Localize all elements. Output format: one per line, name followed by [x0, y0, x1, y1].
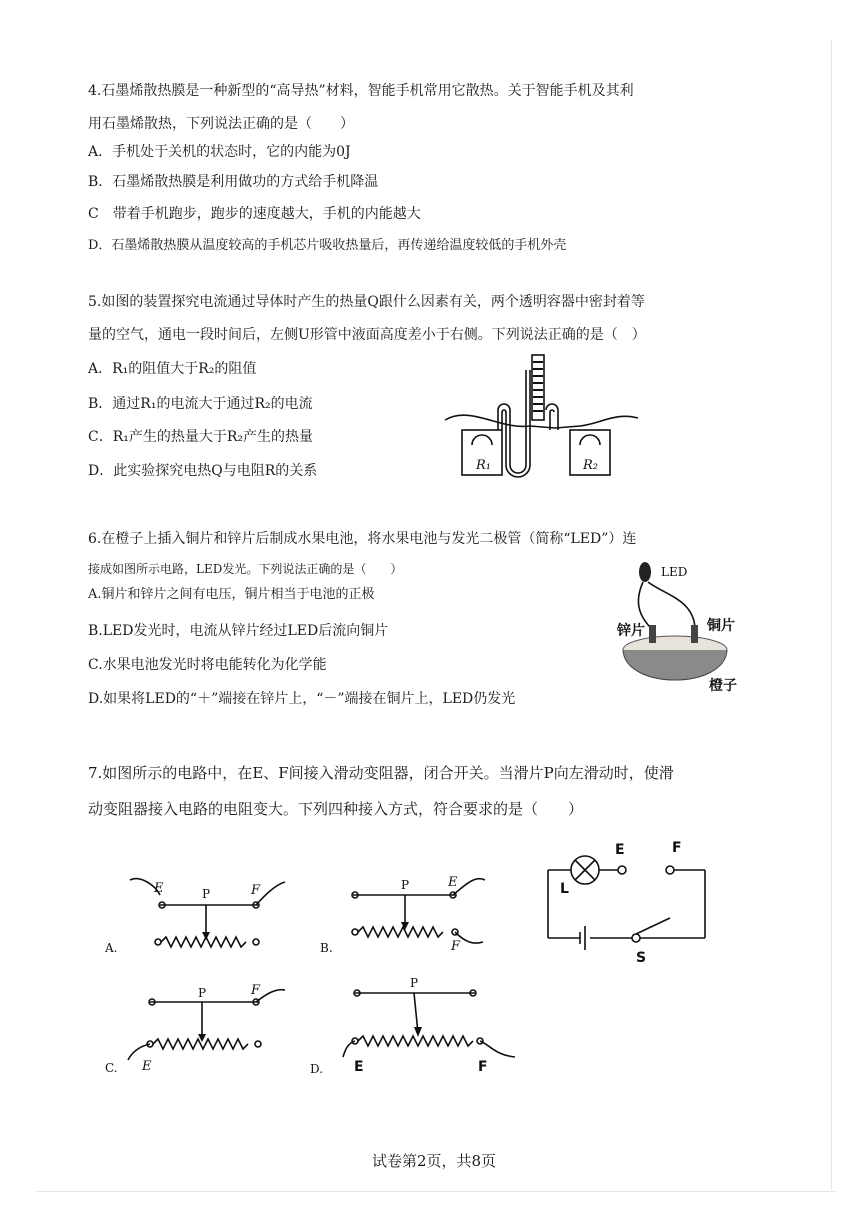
q6-stem-line2: 接成如图所示电路，LED发光。下列说法正确的是（ ） — [88, 562, 403, 576]
circuit-s-label: S — [636, 950, 647, 966]
q7-figure-d — [310, 975, 525, 1080]
copper-plate — [691, 625, 698, 643]
fig-a-p-label: P — [202, 887, 211, 901]
q5-option-a: A．R₁的阻值大于R₂的阻值 — [88, 361, 257, 377]
q6-orange-label: 橙子 — [709, 678, 737, 694]
zinc-plate — [649, 625, 656, 643]
q7-circuit-figure — [540, 830, 720, 970]
q4-stem-line1: 4.石墨烯散热膜是一种新型的“高导热”材料，智能手机常用它散热。关于智能手机及其利 — [88, 83, 634, 99]
q6-orange-battery-figure — [615, 555, 745, 720]
fig-d-letter: D. — [310, 1062, 324, 1076]
circuit-l-label: L — [560, 881, 569, 897]
q6-copper-label: 铜片 — [707, 618, 735, 634]
q5-stem-line1: 5.如图的装置探究电流通过导体时产生的热量Q跟什么因素有关，两个透明容器中密封着等 — [88, 294, 645, 310]
q5-r2-label: R₂ — [583, 458, 598, 473]
q5-r1-label: R₁ — [476, 458, 491, 473]
q6-zinc-label: 锌片 — [617, 623, 645, 639]
fig-a-f-label: F — [251, 883, 261, 898]
fig-b-e-label: E — [448, 875, 458, 890]
fig-b-letter: B. — [320, 941, 333, 955]
led-icon — [639, 562, 651, 582]
q4-option-b: B．石墨烯散热膜是利用做功的方式给手机降温 — [88, 174, 379, 190]
page-footer: 试卷第2页，共8页 — [371, 1152, 497, 1170]
fig-b-f-label: F — [451, 939, 461, 954]
q5-apparatus-figure — [440, 350, 640, 485]
fig-d-f-label: F — [478, 1059, 488, 1075]
q4-option-c: C 带着手机跑步，跑步的速度越大，手机的内能越大 — [88, 206, 421, 222]
circuit-e-label: E — [615, 842, 625, 858]
q4-stem-line2: 用石墨烯散热，下列说法正确的是（ ） — [88, 116, 354, 132]
fig-c-e-label: E — [142, 1059, 152, 1074]
q4-option-d: D．石墨烯散热膜从温度较高的手机芯片吸收热量后，再传递给温度较低的手机外壳 — [88, 238, 567, 253]
fig-a-letter: A. — [105, 941, 118, 955]
fig-c-letter: C. — [105, 1061, 118, 1075]
q6-option-c: C.水果电池发光时将电能转化为化学能 — [88, 657, 327, 673]
q6-option-b: B.LED发光时，电流从锌片经过LED后流向铜片 — [88, 623, 389, 639]
q5-option-c: C．R₁产生的热量大于R₂产生的热量 — [88, 429, 314, 445]
q5-option-b: B．通过R₁的电流大于通过R₂的电流 — [88, 396, 313, 412]
fig-c-p-label: P — [198, 986, 207, 1000]
q6-stem-line1: 6.在橙子上插入铜片和锌片后制成水果电池，将水果电池与发光二极管（简称“LED”）连 — [88, 531, 637, 547]
page-edge-bottom — [36, 1191, 836, 1192]
fig-d-p-label: P — [410, 976, 419, 990]
fig-b-p-label: P — [401, 878, 410, 892]
q5-stem-line2: 量的空气，通电一段时间后，左侧U形管中液面高度差小于右侧。下列说法正确的是（ ） — [88, 327, 646, 343]
q4-option-a: A．手机处于关机的状态时，它的内能为0J — [88, 144, 351, 160]
q7-stem-line2: 动变阻器接入电路的电阻变大。下列四种接入方式，符合要求的是（ ） — [88, 800, 584, 818]
q7-figure-a — [100, 870, 290, 965]
fig-a-e-label: E — [154, 881, 164, 896]
fig-c-f-label: F — [251, 983, 261, 998]
switch-blade — [636, 918, 670, 934]
q6-led-label: LED — [661, 565, 688, 579]
circuit-f-label: F — [672, 840, 682, 856]
page-edge-right — [831, 40, 832, 1190]
orange-half — [623, 650, 727, 680]
q7-figure-b — [315, 870, 505, 965]
q6-option-d: D.如果将LED的“＋”端接在锌片上，“－”端接在铜片上，LED仍发光 — [88, 691, 516, 707]
fig-d-e-label: E — [354, 1059, 364, 1075]
q6-option-a: A.铜片和锌片之间有电压，铜片相当于电池的正极 — [88, 587, 375, 602]
q5-option-d: D．此实验探究电热Q与电阻R的关系 — [88, 463, 318, 479]
q7-stem-line1: 7.如图所示的电路中，在E、F间接入滑动变阻器，闭合开关。当滑片P向左滑动时，使滑 — [88, 764, 674, 782]
q7-figure-c — [100, 980, 290, 1080]
